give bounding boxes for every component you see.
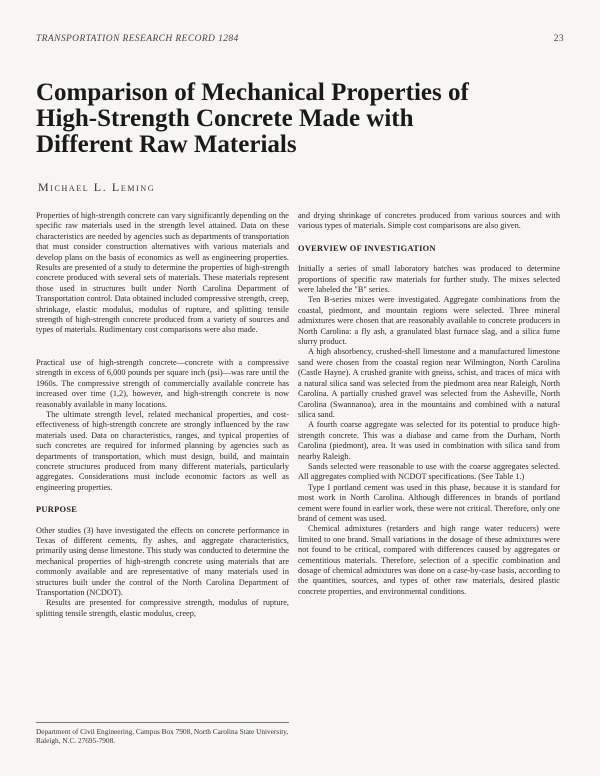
title-line: High-Strength Concrete Made with <box>36 105 414 132</box>
purpose-paragraph: Other studies (3) have investigated the effects on concrete performance in Texas of different cements, fly ashes, and aggregate characteristics, primarily using dense limestone. This study was conducted to determine the mechanical properties of high-strength concrete using materials that are commonly available and are representative of many materials used in structures built under the control of the North Carolina Department of Transportation (NCDOT). <box>36 525 289 597</box>
overview-paragraph: Chemical admixtures (retarders and high range water reducers) were limited to one brand. Small variations in the dosage of these admixtures were not found to be critical, compared with differences caused by aggregates or cementitious materials. Therefore, selection of a specific combination and dosage of chemical admixtures was done on a case-by-case basis, according to the quantities, sources, and types of other raw materials, desired plastic concrete properties, and environmental conditions. <box>298 524 560 596</box>
title-line: Comparison of Mechanical Properties of <box>36 79 469 106</box>
overview-paragraph: A fourth coarse aggregate was selected for its potential to produce high-strength concrete. This was a diabase and came from the Durham, North Carolina (piedmont), area. It was used in combination with silica sand from nearby Raleigh. <box>298 420 560 461</box>
title-line: Different Raw Materials <box>36 131 297 158</box>
overview-paragraph: Ten B-series mixes were investigated. Aggregate combinations from the coastal, piedmont, and mountain regions were selected. Three mineral admixtures were chosen that are reasonably available to concrete producers in North Carolina: a fly ash, a granulated blast furnace slag, and a silica fume slurry product. <box>298 295 560 347</box>
overview-paragraph: Sands selected were reasonable to use with the coarse aggregates selected. All aggregates complied with NCDOT specifications. (See Table 1.) <box>298 461 560 482</box>
intro-paragraph: Practical use of high-strength concrete—concrete with a compressive strength in excess of 6,000 pounds per square inch (psi)—was rare until the 1960s. The compressive strength of commercially available concrete has increased over time (1,2), however, and high-strength concrete is now reasonably available in many locations. <box>36 357 289 409</box>
right-column <box>298 211 560 597</box>
journal-name: TRANSPORTATION RESEARCH RECORD 1284 <box>36 34 239 44</box>
overview-paragraph: Initially a series of small laboratory batches was produced to determine proportions of specific raw materials for further study. The mixes selected were labeled the "B" series. <box>298 264 560 295</box>
section-heading-overview: OVERVIEW OF INVESTIGATION <box>298 243 436 253</box>
paper-title <box>36 80 556 158</box>
continued-paragraph: and drying shrinkage of concretes produced from various sources and with various types of materials. Simple cost comparisons are also given. <box>298 211 560 231</box>
purpose-paragraph: Results are presented for compressive strength, modulus of rupture, splitting tensile strength, elastic modulus, creep, <box>36 598 289 618</box>
author-affiliation-footnote: Department of Civil Engineering, Campus Box 7908, North Carolina State University, Raleigh, N.C. 27695-7908. <box>36 722 289 745</box>
overview-paragraph: A high absorbency, crushed-shell limestone and a manufactured limestone sand were chosen from the coastal region near Wilmington, North Carolina (Castle Hayne). A crushed granite with gneiss, schist, and traces of mica with a natural silica sand was selected from the piedmont area near Raleigh, North Carolina. A partially crushed gravel was selected from the Asheville, North Carolina (Swannanoa), area in the mountains and combined with a natural silica sand. <box>298 347 560 419</box>
abstract <box>36 211 289 336</box>
intro-paragraph: The ultimate strength level, related mechanical properties, and cost-effectiveness of high-strength concrete are strongly influenced by the raw materials used. Data on characteristics, ranges, and typical properties of such concretes are required for informed planning by agencies such as departments of transportation, which must design, build, and maintain concrete structures produced from many different materials, particularly aggregates. Considerations must include economic factors as well as engineering properties. <box>36 409 289 492</box>
author-name: Michael L. Leming <box>38 180 156 194</box>
running-header <box>36 34 564 44</box>
abstract-text: Properties of high-strength concrete can vary significantly depending on the specific raw materials used in the strength level attained. Data on these characteristics are needed by agencies such as departments of transportation that must consider construction alternatives with various materials and develop plans on the basis of economics as well as engineering properties. Results are presented of a study to determine the properties of high-strength concrete produced with several sets of materials. These materials represent those used in structures built under North Carolina Department of Transportation control. Data obtained included compressive strength, creep, shrinkage, elastic modulus, modulus of rupture, and splitting tensile strength of high-strength concrete produced from a variety of sources and types of materials. Rudimentary cost comparisons were also made. <box>36 211 289 335</box>
left-column <box>36 211 289 619</box>
section-heading-purpose: PURPOSE <box>36 505 78 515</box>
overview-paragraph: Type I portland cement was used in this phase, because it is standard for most work in North Carolina. Although differences in brands of portland cement were found in earlier work, these were not critical. Therefore, only one brand of cement was used. <box>298 482 560 523</box>
page-number: 23 <box>553 34 564 44</box>
